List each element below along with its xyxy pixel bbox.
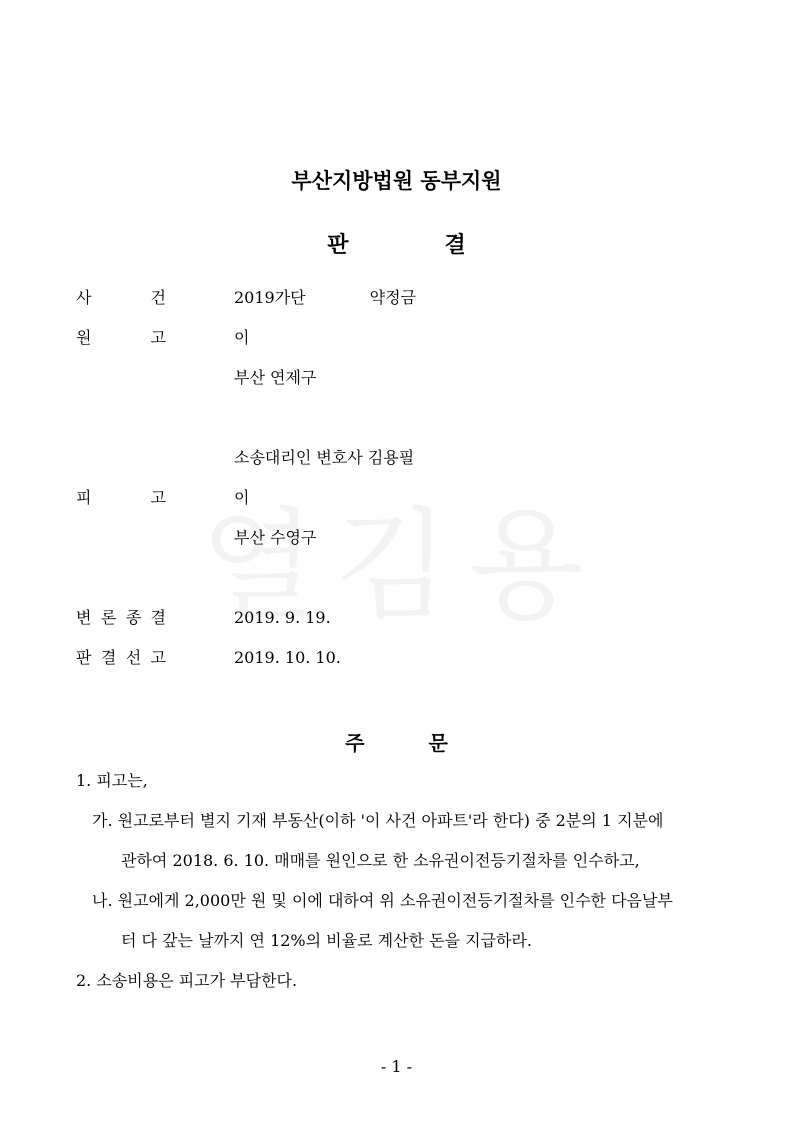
case-label: 사 건 <box>76 288 166 307</box>
defendant-name: 이 <box>234 488 250 507</box>
case-number: 2019가단 <box>234 288 306 307</box>
plaintiff-address: 부산 연제구 <box>234 368 317 387</box>
order-item-1-ga-line-1: 가. 원고로부터 별지 기재 부동산(이하 '이 사건 아파트'라 한다) 중 2분의 1 지분에 <box>92 811 664 830</box>
order-item-1: 1. 피고는, <box>76 771 148 790</box>
closing-date: 2019. 9. 19. <box>234 608 331 627</box>
defendant-address: 부산 수영구 <box>234 528 317 547</box>
order-title: 주 문 <box>345 731 448 755</box>
plaintiff-label: 원 고 <box>76 328 166 347</box>
order-item-1-na-line-1: 나. 원고에게 2,000만 원 및 이에 대하여 위 소유권이전등기절차를 인수한 다음날부 <box>92 891 673 910</box>
document-title: 판 결 <box>327 233 466 258</box>
order-item-2: 2. 소송비용은 피고가 부담한다. <box>76 971 298 990</box>
ruling-date: 2019. 10. 10. <box>234 648 341 667</box>
plaintiff-name: 이 <box>234 328 250 347</box>
closing-label: 변 론 종 결 <box>76 608 166 627</box>
court-name: 부산지방법원 동부지원 <box>291 169 502 193</box>
defendant-label: 피 고 <box>76 488 166 507</box>
order-item-1-na-line-2: 터 다 갚는 날까지 연 12%의 비율로 계산한 돈을 지급하라. <box>121 931 532 950</box>
order-item-1-ga-line-2: 관하여 2018. 6. 10. 매매를 원인으로 한 소유권이전등기절차를 인수하고, <box>121 851 640 870</box>
case-value <box>234 288 416 308</box>
ruling-label: 판 결 선 고 <box>76 648 166 667</box>
page-number: - 1 - <box>380 1057 413 1076</box>
case-name: 약정금 <box>369 288 417 307</box>
plaintiff-counsel: 소송대리인 변호사 김용필 <box>234 448 415 467</box>
